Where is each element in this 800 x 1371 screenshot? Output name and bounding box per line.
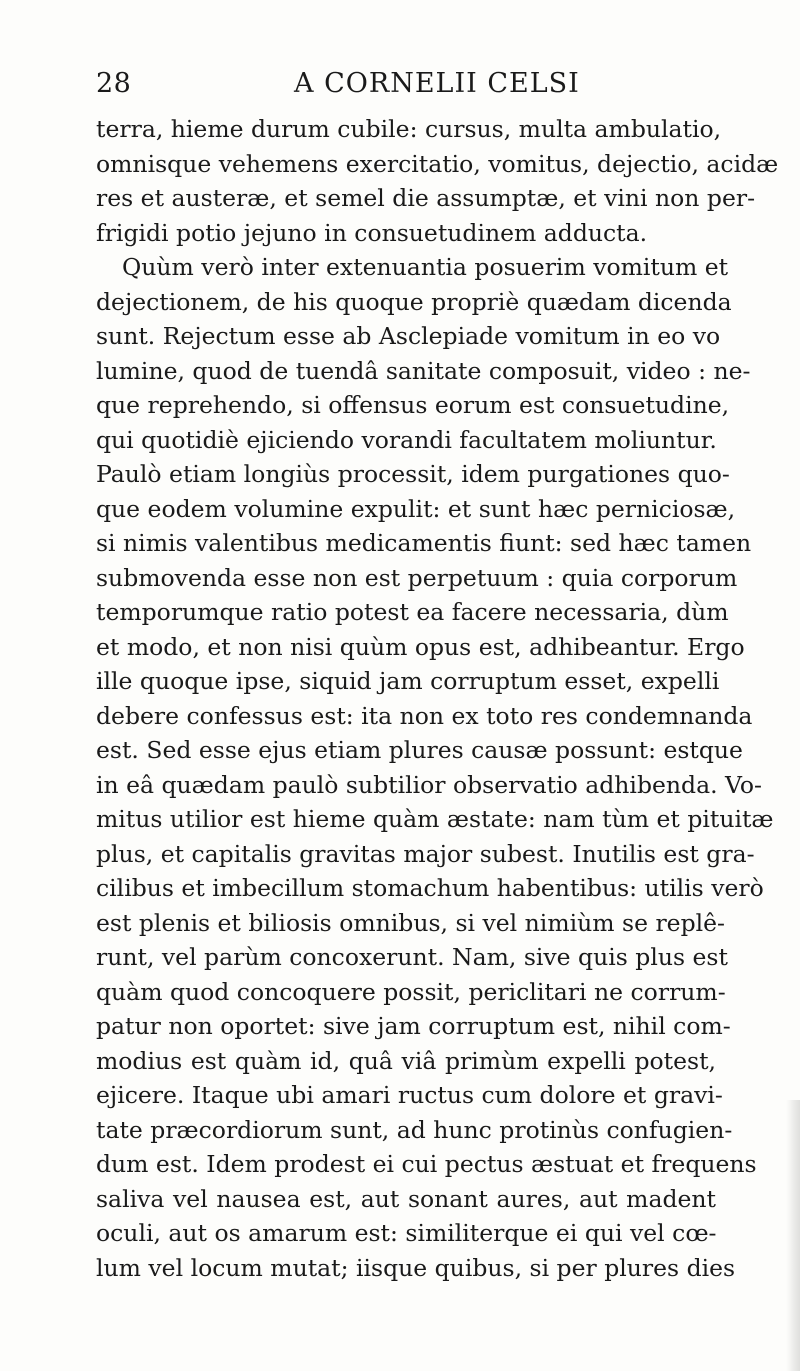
text-line: oculi, aut os amarum est: similiterque ei qui vel cœ- <box>96 1219 717 1247</box>
running-title: A CORNELII CELSI <box>294 68 580 99</box>
text-line: est. Sed esse ejus etiam plures causæ possunt: estque <box>96 736 743 764</box>
text-line: mitus utilior est hieme quàm æstate: nam tùm et pituitæ <box>96 805 774 833</box>
text-line: Paulò etiam longiùs processit, idem purgationes quo- <box>96 460 730 488</box>
running-head <box>96 68 716 108</box>
text-line: si nimis valentibus medicamentis fiunt: sed hæc tamen <box>96 529 752 557</box>
text-line: temporumque ratio potest ea facere necessaria, dùm <box>96 598 729 626</box>
page-edge-shadow <box>786 1100 800 1371</box>
text-line: lumine, quod de tuendâ sanitate composuit, video : ne- <box>96 356 751 385</box>
text-line: ejicere. Itaque ubi amari ructus cum dolore et gravi- <box>96 1081 723 1109</box>
text-line: sunt. Rejectum esse ab Asclepiade vomitum in eo vo <box>96 322 721 350</box>
text-line: tate præcordiorum sunt, ad hunc protinùs confugien- <box>96 1115 733 1144</box>
text-line: qui quotidiè ejiciendo vorandi facultatem moliuntur. <box>96 425 717 454</box>
text-line: dum est. Idem prodest ei cui pectus æstuat et frequens <box>96 1150 757 1178</box>
page-number: 28 <box>96 68 132 99</box>
text-line: que eodem volumine expulit: et sunt hæc perniciosæ, <box>96 494 736 523</box>
text-line: ille quoque ipse, siquid jam corruptum esset, expelli <box>96 667 720 695</box>
text-line: frigidi potio jejuno in consuetudinem adducta. <box>96 218 648 247</box>
text-line: Quùm verò inter extenuantia posuerim vomitum et <box>122 253 729 281</box>
text-line: cilibus et imbecillum stomachum habentibus: utilis verò <box>96 874 764 902</box>
text-line: debere confessus est: ita non ex toto res condemnanda <box>96 701 753 730</box>
text-line: in eâ quædam paulò subtilior observatio adhibenda. Vo- <box>96 770 762 799</box>
text-line: modius est quàm id, quâ viâ primùm expelli potest, <box>96 1046 716 1075</box>
text-line: terra, hieme durum cubile: cursus, multa ambulatio, <box>96 115 722 143</box>
text-line: que reprehendo, si offensus eorum est consuetudine, <box>96 391 730 419</box>
text-line: omnisque vehemens exercitatio, vomitus, dejectio, acidæ <box>96 149 779 178</box>
text-line: et modo, et non nisi quùm opus est, adhibeantur. Ergo <box>96 632 745 661</box>
text-line: plus, et capitalis gravitas major subest. Inutilis est gra- <box>96 839 755 868</box>
body-text <box>96 112 779 1285</box>
text-line: submovenda esse non est perpetuum : quia corporum <box>96 563 738 592</box>
text-line: est plenis et biliosis omnibus, si vel nimiùm se replê- <box>96 908 725 937</box>
text-line: lum vel locum mutat; iisque quibus, si per plures dies <box>96 1253 736 1282</box>
text-line: res et austeræ, et semel die assumptæ, et vini non per- <box>96 184 756 212</box>
text-line: patur non oportet: sive jam corruptum est, nihil com- <box>96 1012 731 1040</box>
text-line: quàm quod concoquere possit, periclitari ne corrum- <box>96 977 726 1006</box>
text-line: dejectionem, de his quoque propriè quædam dicenda <box>96 287 732 316</box>
text-line: runt, vel parùm concoxerunt. Nam, sive quis plus est <box>96 943 728 971</box>
text-line: saliva vel nausea est, aut sonant aures, aut madent <box>96 1184 716 1213</box>
